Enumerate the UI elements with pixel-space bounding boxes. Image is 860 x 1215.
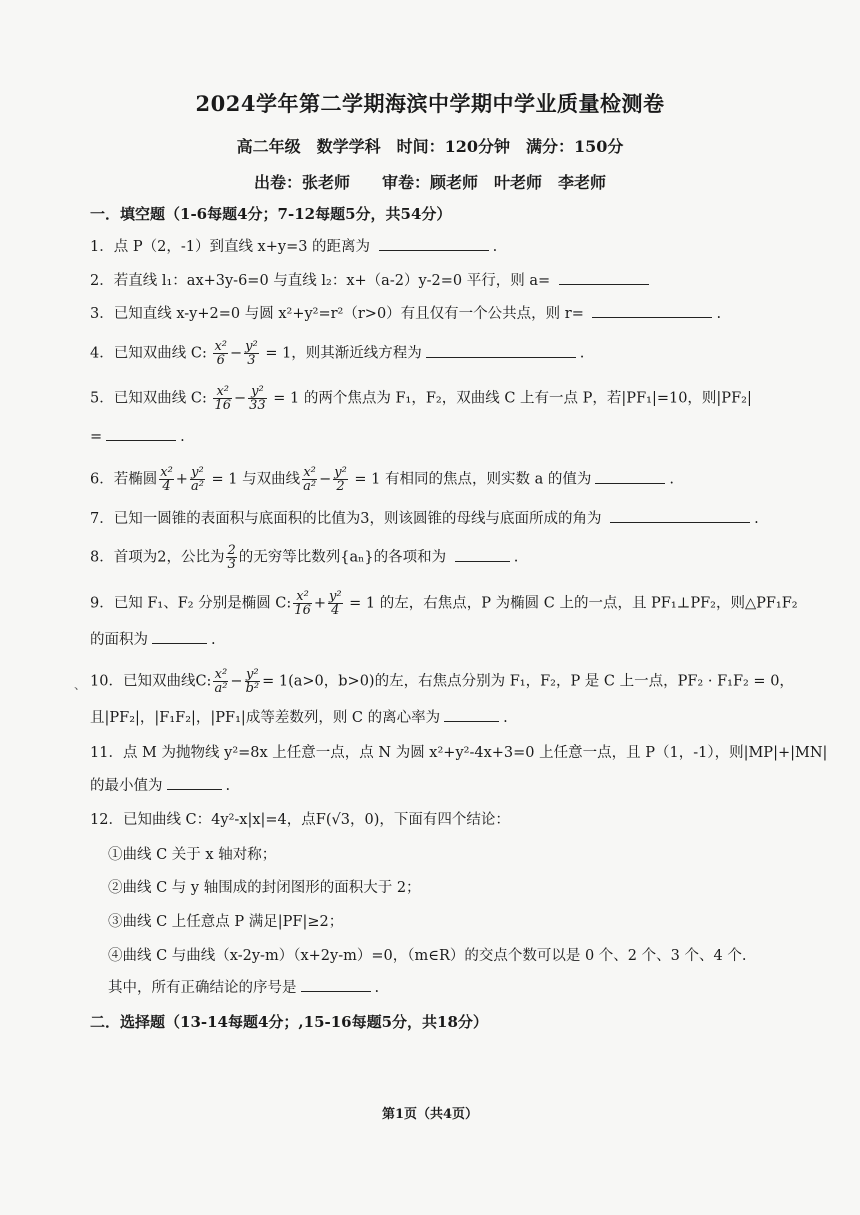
question-number: 11． — [90, 745, 123, 761]
question-5-line2 — [90, 426, 790, 447]
question-9 — [90, 589, 798, 618]
question-number: 2． — [90, 273, 114, 289]
punct: . — [754, 511, 759, 527]
numerator: x² — [213, 385, 232, 399]
fraction — [293, 590, 312, 617]
question-1 — [90, 236, 790, 257]
answer-blank[interactable] — [106, 426, 176, 441]
question-number: 8． — [90, 549, 114, 566]
denominator: 3 — [247, 353, 256, 368]
question-text: 若直线 l₁：ax+3y-6=0 与直线 l₂：x+（a-2）y-2=0 平行，则 a= — [113, 273, 551, 289]
question-text: = 1 的左，右焦点，P 为椭圆 C 上的一点，且 PF₁⊥PF₂，则△PF₁F₂ — [349, 595, 798, 612]
answer-blank[interactable] — [167, 775, 222, 790]
denominator: a² — [214, 681, 228, 696]
question-number: 3． — [90, 306, 114, 322]
question-text: 的无穷等比数列{aₙ}的各项和为 — [238, 549, 447, 566]
question-text: 点 M 为抛物线 y²=8x 上任意一点，点 N 为圆 x²+y²-4x+3=0 上任意一点，且 P（1，-1），则|MP|+|MN| — [122, 745, 828, 761]
numerator: x² — [160, 465, 173, 480]
answer-blank[interactable] — [379, 236, 489, 251]
punct: . — [579, 345, 585, 362]
question-12-option-4: ④曲线 C 与曲线（x-2y-m）（x+2y-m）=0，（m∈R）的交点个数可以是 0 个、2 个、3 个、4 个. — [108, 948, 747, 964]
fraction — [213, 340, 228, 367]
question-text: 的面积为 — [90, 632, 148, 648]
question-2 — [90, 270, 790, 291]
punct: . — [180, 429, 185, 445]
question-text: 点 P（2，-1）到直线 x+y=3 的距离为 — [113, 239, 371, 255]
question-10-line2 — [90, 707, 790, 728]
exam-authors: 出卷：张老师 审卷：顾老师 叶老师 李老师 — [253, 173, 606, 192]
fraction — [248, 385, 267, 412]
question-text: 若椭圆 — [113, 471, 158, 488]
question-text: 已知一圆锥的表面积与底面积的比值为3，则该圆锥的母线与底面所成的角为 — [113, 511, 602, 527]
fraction — [213, 668, 228, 695]
question-12-conclusion — [108, 977, 379, 998]
section-fill-in-heading: 一．填空题（1-6每题4分；7-12每题5分，共54分） — [90, 205, 452, 223]
question-text: 已知双曲线 C: — [113, 390, 207, 407]
numerator: 2 — [227, 543, 236, 558]
denominator: 6 — [216, 353, 225, 368]
question-12-option-1: ①曲线 C 关于 x 轴对称； — [108, 847, 277, 863]
page-footer: 第1页（共4页） — [381, 1107, 479, 1122]
punct: . — [492, 239, 498, 255]
numerator: x² — [214, 667, 228, 682]
punct: . — [225, 778, 231, 794]
question-text: 已知双曲线C: — [122, 673, 212, 690]
question-4 — [90, 340, 790, 367]
question-7 — [90, 508, 790, 529]
fraction — [226, 544, 236, 571]
denominator: a² — [190, 479, 204, 494]
fraction — [159, 466, 174, 493]
question-text: 首项为2，公比为 — [113, 549, 225, 566]
denominator: 4 — [331, 603, 340, 618]
answer-blank[interactable] — [152, 629, 207, 644]
question-5 — [90, 385, 790, 412]
question-12-option-3: ③曲线 C 上任意点 P 满足|PF|≥2； — [108, 914, 344, 930]
question-text: 已知 F₁、F₂ 分别是椭圆 C: — [113, 595, 292, 612]
question-text: = 1 有相同的焦点，则实数 a 的值为 — [354, 471, 592, 488]
question-text: = 1 的两个焦点为 F₁，F₂，双曲线 C 上有一点 P，若|PF₁|=10，则|PF₂| — [273, 390, 752, 407]
fraction — [302, 466, 317, 493]
question-10 — [90, 667, 794, 696]
question-12-option-2: ②曲线 C 与 y 轴围成的封闭图形的面积大于 2； — [108, 880, 421, 896]
answer-blank[interactable] — [301, 977, 371, 992]
question-text: 且|PF₂|，|F₁F₂|，|PF₁|成等差数列，则 C 的离心率为 — [90, 710, 441, 726]
numerator: y² — [334, 465, 347, 480]
fraction — [244, 340, 259, 367]
punct: . — [374, 980, 380, 996]
question-6 — [90, 466, 790, 493]
fraction — [245, 668, 261, 695]
stray-mark: 、 — [74, 678, 87, 692]
numerator: x² — [293, 590, 312, 604]
denominator: b² — [245, 681, 260, 696]
question-8 — [90, 544, 790, 571]
punct: . — [716, 306, 722, 322]
denominator: 16 — [214, 398, 231, 413]
punct: . — [513, 549, 519, 566]
numerator: y² — [191, 465, 204, 480]
question-text: = 1 与双曲线 — [211, 471, 301, 488]
numerator: y² — [245, 339, 258, 354]
exam-info: 高二年级 数学学科 时间：120分钟 满分：150分 — [236, 137, 624, 156]
answer-blank[interactable] — [426, 343, 576, 358]
operator: − — [230, 673, 243, 690]
question-text: = 1(a>0，b>0)的左，右焦点分别为 F₁，F₂，P 是 C 上一点，PF₂ · F₁F₂ = 0， — [262, 673, 794, 690]
question-number: 7． — [90, 511, 114, 527]
question-11-line2 — [90, 775, 790, 796]
question-number: 6． — [90, 471, 114, 488]
operator: + — [313, 595, 326, 612]
question-number: 10． — [90, 673, 123, 690]
question-text: 其中，所有正确结论的序号是 — [108, 980, 297, 996]
question-text: = 1，则其渐近线方程为 — [265, 345, 422, 362]
question-number: 1． — [90, 239, 114, 255]
question-text: 已知曲线 C：4y²-x|x|=4，点F(√3，0)，下面有四个结论： — [122, 812, 510, 828]
punct: . — [211, 632, 216, 648]
question-12 — [90, 810, 790, 830]
question-text: 已知直线 x-y+2=0 与圆 x²+y²=r²（r>0）有且仅有一个公共点，则 r= — [113, 306, 584, 322]
question-9-line2 — [90, 629, 790, 650]
numerator: y² — [329, 589, 342, 604]
operator: − — [233, 390, 247, 407]
denominator: 4 — [162, 479, 171, 494]
answer-blank[interactable] — [444, 707, 499, 722]
fraction — [190, 466, 205, 493]
question-text: 的最小值为 — [90, 778, 163, 794]
fraction — [213, 385, 232, 412]
answer-blank[interactable] — [595, 469, 665, 484]
section-choice-heading: 二．选择题（13-14每题4分；,15-16每题5分，共18分） — [90, 1013, 488, 1031]
answer-blank[interactable] — [610, 508, 750, 523]
punct: . — [503, 710, 508, 726]
punct: . — [669, 471, 674, 488]
denominator: 3 — [227, 557, 236, 572]
answer-blank[interactable] — [455, 547, 510, 562]
operator: − — [319, 471, 332, 488]
question-number: 4． — [90, 345, 114, 362]
fraction — [328, 590, 343, 617]
denominator: 2 — [336, 479, 345, 494]
denominator: 33 — [249, 398, 266, 413]
answer-blank[interactable] — [559, 270, 649, 285]
exam-title: 2024学年第二学期海滨中学期中学业质量检测卷 — [195, 91, 665, 116]
question-11 — [90, 743, 828, 763]
question-number: 5． — [90, 390, 114, 407]
numerator: x² — [214, 339, 227, 354]
operator: + — [175, 471, 188, 488]
denominator: a² — [303, 479, 317, 494]
question-3 — [90, 303, 790, 324]
question-text: = — [90, 429, 103, 445]
answer-blank[interactable] — [592, 303, 712, 318]
numerator: y² — [246, 667, 259, 682]
question-number: 9． — [90, 595, 114, 612]
denominator: 16 — [294, 603, 311, 618]
numerator: x² — [303, 465, 316, 480]
fraction — [333, 466, 348, 493]
question-text: 已知双曲线 C: — [113, 345, 207, 362]
numerator: y² — [248, 385, 267, 399]
operator: − — [229, 345, 243, 362]
question-number: 12． — [90, 812, 123, 828]
